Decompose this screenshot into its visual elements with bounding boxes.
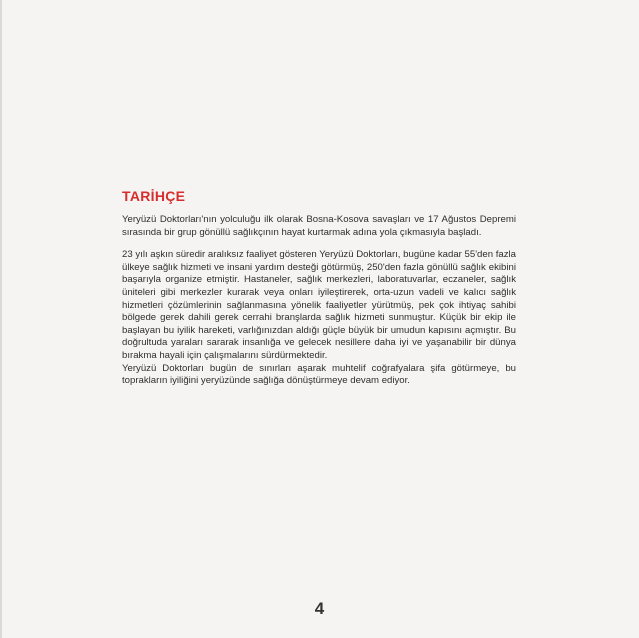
paragraph-activities: 23 yılı aşkın süredir aralıksız faaliyet gösteren Yeryüzü Doktorları, bugüne kadar 55'den fazla ülkeye sağlık hizmeti ve insani yardım desteği götürmüş, 250'den fazla gönüllü sağlık ekibini başarıyla organize etmiştir. Hastaneler, sağlık merkezleri, laboratuvarlar, eczaneler, sağlık üniteleri gibi merkezler kurarak veya onları iyileştirerek, orta-uzun vadeli ve kalıcı sağlık hizmetleri çözümlerinin sağlanmasına yönelik faaliyetler yürütmüş, pek çok ihtiyaç sahibi bölgede gerek dahili gerek cerrahi branşlarda sağlık hizmeti sunmuştur. Küçük bir ekip ile başlayan bu iyilik hareketi, varlığınızdan aldığı güçle büyük bir umudun kapısını açmıştır. Bu doğrultuda yaraları sararak insanlığa ve gelecek nesillere daha iyi ve yaşanabilir bir dünya bırakma hayali için çalışmalarını sürdürmektedir. bbox=[122, 249, 516, 361]
page-edge-divider bbox=[0, 0, 2, 638]
page-number: 4 bbox=[314, 599, 325, 618]
article-body bbox=[122, 188, 516, 388]
paragraph-closing: Yeryüzü Doktorları bugün de sınırları aşarak muhtelif coğrafyalara şifa götürmeye, bu toprakların iyiliğini yeryüzünde sağlığa dönüştürmeye devam ediyor. bbox=[122, 362, 516, 387]
paragraph-intro: Yeryüzü Doktorları'nın yolculuğu ilk olarak Bosna-Kosova savaşları ve 17 Ağustos Depremi sırasında bir grup gönüllü sağlıkçının hayat kurtarmak adına yola çıkmasıyla başladı. bbox=[122, 214, 516, 238]
section-title: TARİHÇE bbox=[122, 188, 186, 204]
